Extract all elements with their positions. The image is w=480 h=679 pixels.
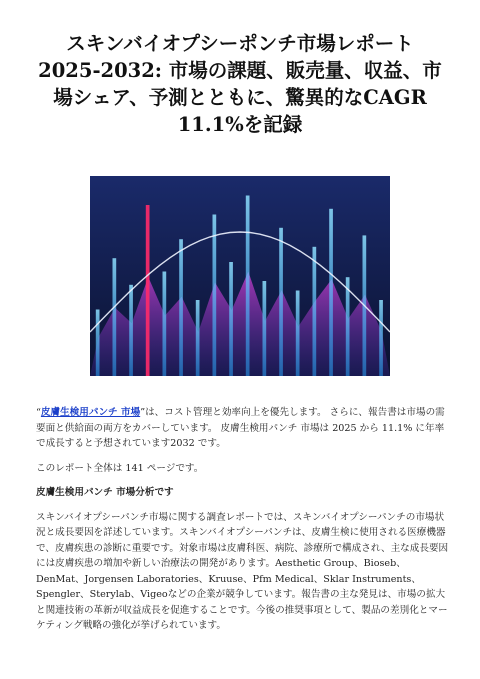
hero-bar: [146, 205, 150, 376]
hero-bar: [379, 300, 383, 376]
hero-bar: [163, 272, 167, 377]
hero-bar: [279, 228, 283, 376]
document-title: スキンバイオプシーポンチ市場レポート 2025-2032: 市場の課題、販売量、収益、市場シェア、予測とともに、驚異的なCAGR 11.1%を記録: [38, 32, 442, 136]
hero-bar: [246, 196, 250, 377]
hero-bar: [313, 247, 317, 376]
hero-bar: [96, 310, 100, 377]
hero-bar: [213, 215, 217, 377]
article-body: [36, 405, 450, 643]
market-link[interactable]: 皮膚生検用パンチ 市場: [40, 407, 141, 418]
intro-quote-open: “: [36, 407, 41, 418]
hero-bar: [296, 291, 300, 377]
hero-bar: [346, 277, 350, 376]
hero-bar: [229, 262, 233, 376]
page-count-line: このレポート全体は 141 ページです。: [36, 462, 204, 474]
hero-bar: [179, 239, 183, 376]
section-heading: 皮膚生検用パンチ 市場分析です: [36, 487, 174, 498]
analysis-paragraph: スキンバイオプシーパンチ市場に関する調査レポートでは、スキンバイオプシーパンチの市場状況と成長要因を詳述しています。スキンバイオプシーパンチは、皮膚生検に使用される医療機器で、皮膚疾患の診断に重要です。対象市場は皮膚科医、病院、診療所で構成され、主な成長要因には皮膚疾患の増加や新しい治療法の開発があります。Aesthetic Group、Bioseb、DenMat、Jorgensen Laboratories、Kruuse、Pfm Medical、Sklar Instruments、Spengler、Sterylab、Vigeoなどの企業が競争しています。報告書の主な発見は、市場の拡大と関連技術の革新が収益成長を促進することです。今後の推奨事項として、製品の差別化とマーケティング戦略の強化が挙げられています。: [36, 511, 449, 631]
hero-bar: [129, 285, 133, 376]
intro-text: ”は、コスト管理と効率向上を優先します。 さらに、報告書は市場の需要面と供給面の両方をカバーしています。 皮膚生検用パンチ 市場は 2025 から 11.1% に年率で成長すると予想されています2032 です。: [36, 407, 445, 449]
hero-image: [90, 176, 390, 376]
hero-bar: [196, 300, 200, 376]
hero-bar: [263, 281, 267, 376]
hero-bar: [113, 258, 117, 376]
hero-bar: [329, 209, 333, 376]
intro-paragraph: [36, 405, 450, 452]
